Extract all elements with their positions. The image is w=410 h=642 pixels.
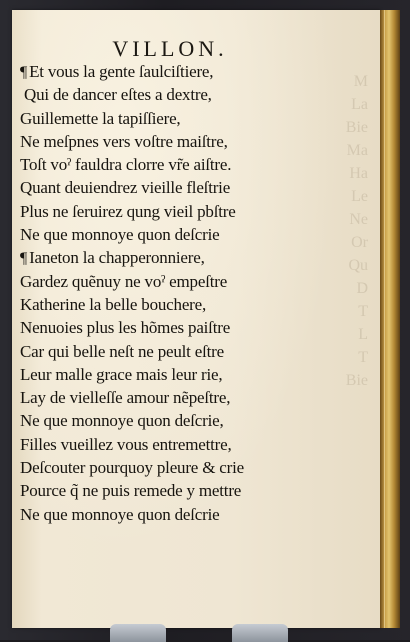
page-clip-left: [110, 624, 166, 642]
verse-line: Ne que monnoye quon deſcrie: [20, 504, 220, 524]
verse-line: Lay de vielleſſe amour nẽpeſtre,: [20, 388, 231, 408]
verse-line: Pource q̃ ne puis remede y mettre: [20, 481, 242, 501]
gilt-page-edge: [380, 10, 400, 628]
section-mark-icon: ¶: [20, 64, 28, 81]
verse-text: [20, 60, 320, 526]
bleed-through-text: M La Bie Ma Ha Le Ne Or Qu D T L T Bie: [345, 73, 368, 389]
verse-line: Filles vueillez vous entremettre,: [20, 434, 232, 454]
verse-line: Car qui belle neſt ne peult eſtre: [20, 341, 224, 361]
verse-line: Guillemette la tapiſſiere,: [20, 108, 181, 128]
verse-line: Katherine la belle bouchere,: [20, 294, 207, 314]
verse-line: Toſt voˀ fauldra clorre vr̃e aiſtre.: [20, 155, 232, 175]
verse-line: Nenuoies plus les hõmes paiſtre: [20, 318, 231, 338]
verse-line: Qui de dancer eſtes a dextre,: [24, 85, 212, 105]
verse-line: Plus ne ſeruirez qung vieil pbſtre: [20, 201, 236, 221]
verse-line: Ne que monnoye quon deſcrie: [20, 225, 220, 245]
verse-line: Gardez quẽnuy ne voˀ empeſtre: [20, 271, 228, 291]
page-clip-right: [232, 624, 288, 642]
verse-line: Quant deuiendrez vieille fleſtrie: [20, 178, 231, 198]
verse-line: Ne que monnoye quon deſcrie,: [20, 411, 224, 431]
running-header: VILLON.: [112, 36, 228, 61]
verse-line: ¶ Et vous la gente ſaulciſtiere,: [20, 60, 320, 83]
verse-line: Deſcouter pourquoy pleure & crie: [20, 458, 244, 478]
verse-line: Ne meſpnes vers voſtre maiſtre,: [20, 131, 228, 151]
section-mark-icon: ¶: [20, 250, 28, 268]
verse-line: ¶ Ianeton la chapperonniere,: [20, 246, 320, 269]
verse-line: Leur malle grace mais leur rie,: [20, 364, 223, 384]
